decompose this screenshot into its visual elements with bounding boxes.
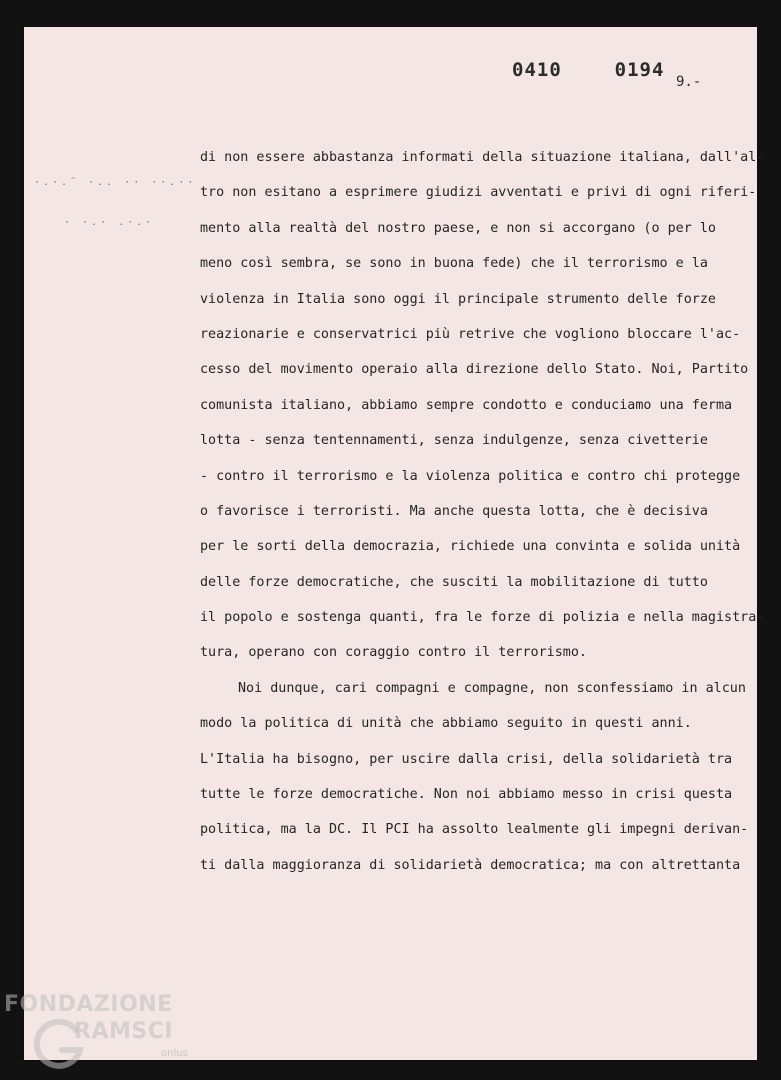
text-line: ti dalla maggioranza di solidarietà democratica; ma con altrettanta bbox=[200, 857, 741, 873]
text-line: tro non esitano a esprimere giudizi avventati e privi di ogni riferi- bbox=[200, 185, 757, 201]
paper-speckle-mark: ·.·.¨ ·.. ·· ··.·· bbox=[34, 177, 197, 188]
text-line: comunista italiano, abbiamo sempre condotto e conduciamo una ferma bbox=[200, 397, 733, 413]
watermark-onlus: onlus bbox=[161, 1048, 188, 1059]
watermark-line-1: FONDAZIONE bbox=[4, 992, 173, 1017]
text-line: o favorisce i terroristi. Ma anche questa lotta, che è decisiva bbox=[200, 503, 708, 519]
text-line: lotta - senza tentennamenti, senza indulgenze, senza civetterie bbox=[200, 433, 708, 449]
watermark-line-2: RAMSCI bbox=[74, 1019, 174, 1044]
text-line: delle forze democratiche, che susciti la mobilitazione di tutto bbox=[200, 574, 708, 590]
text-line: violenza in Italia sono oggi il principale strumento delle forze bbox=[200, 291, 716, 307]
page-number: 9.- bbox=[676, 74, 702, 90]
text-line: mento alla realtà del nostro paese, e non si accorgano (o per lo bbox=[200, 220, 716, 236]
text-line: tura, operano con coraggio contro il terrorismo. bbox=[200, 645, 587, 661]
text-line: meno così sembra, se sono in buona fede) che il terrorismo e la bbox=[200, 256, 708, 272]
text-line: cesso del movimento operaio alla direzione dello Stato. Noi, Partito bbox=[200, 362, 749, 378]
text-line: il popolo e sostenga quanti, fra le forze di polizia e nella magistra- bbox=[200, 610, 765, 626]
text-line: L'Italia ha bisogno, per uscire dalla crisi, della solidarietà tra bbox=[200, 751, 733, 767]
text-line: Noi dunque, cari compagni e compagne, non sconfessiamo in alcun bbox=[238, 680, 746, 696]
document-page bbox=[24, 27, 765, 1060]
text-line: - contro il terrorismo e la violenza politica e contro chi protegge bbox=[200, 468, 741, 484]
paper-speckle-mark: · ·.· .·.· bbox=[64, 217, 155, 228]
archive-number: 0410 0194 bbox=[512, 59, 665, 81]
text-line: modo la politica di unità che abbiamo seguito in questi anni. bbox=[200, 716, 692, 732]
text-line: per le sorti della democrazia, richiede una convinta e solida unità bbox=[200, 539, 741, 555]
document-body bbox=[200, 140, 765, 883]
text-line: di non essere abbastanza informati della situazione italiana, dall'al- bbox=[200, 150, 765, 165]
text-line: politica, ma la DC. Il PCI ha assolto lealmente gli impegni derivan- bbox=[200, 822, 749, 838]
text-line: reazionarie e conservatrici più retrive che vogliono bloccare l'ac- bbox=[200, 326, 741, 342]
fondazione-gramsci-watermark bbox=[4, 992, 204, 1072]
text-line: tutte le forze democratiche. Non noi abbiamo messo in crisi questa bbox=[200, 787, 733, 803]
